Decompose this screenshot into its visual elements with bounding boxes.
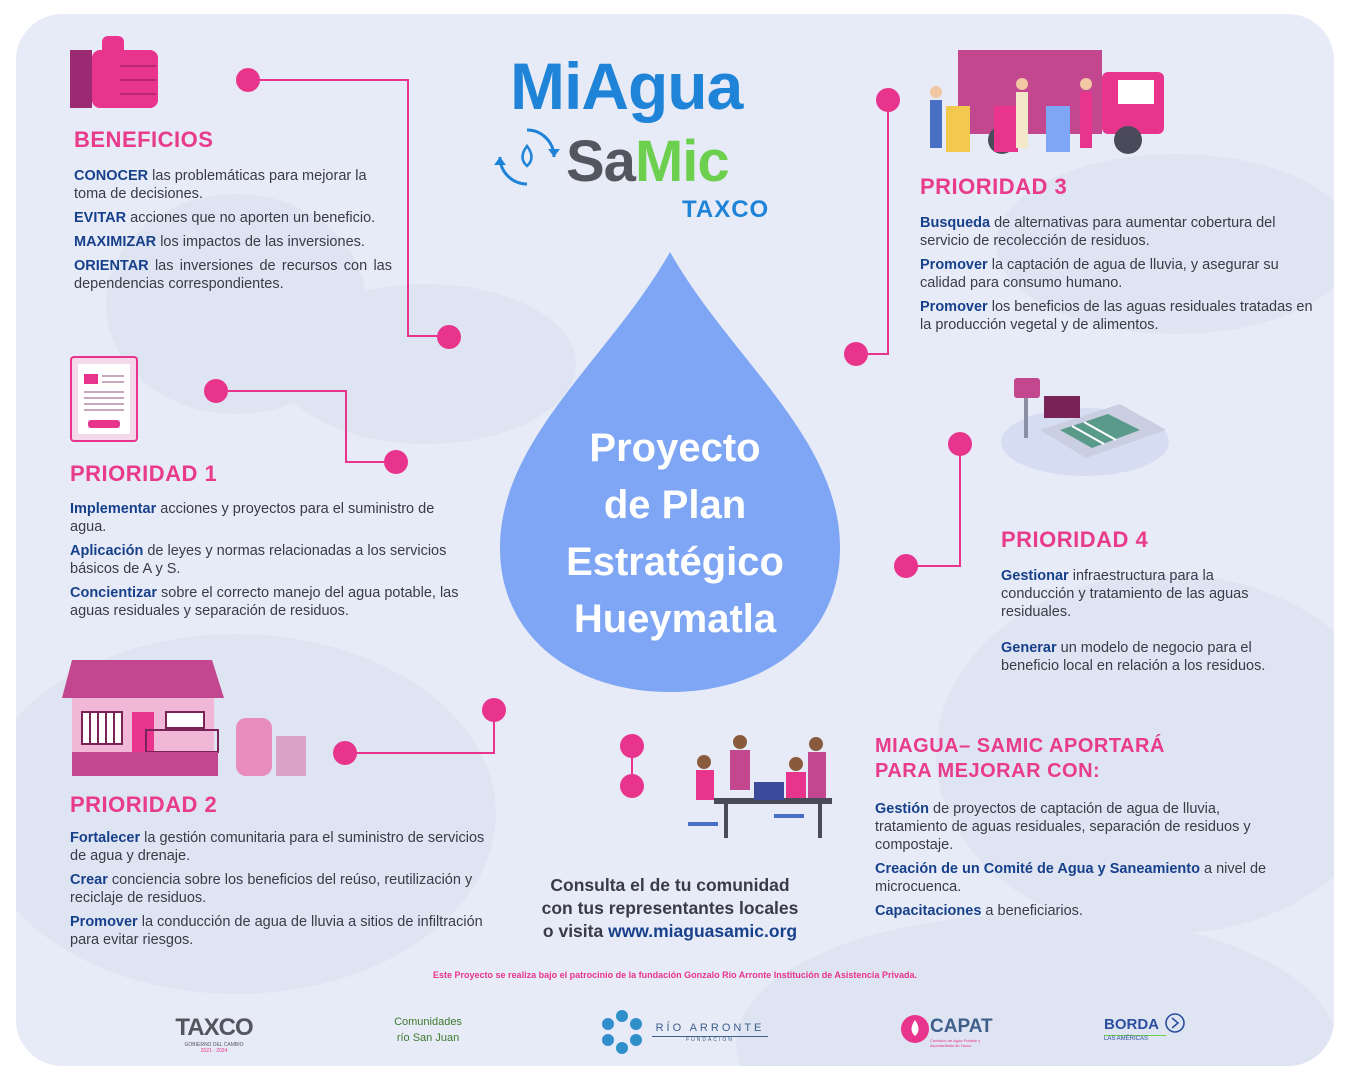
- borda-emblem-icon: [1164, 1012, 1186, 1034]
- item-text: acciones y proyectos para el suministro de agua.: [70, 501, 435, 535]
- connector-dot: [620, 774, 644, 798]
- aporta-list: [875, 800, 1280, 926]
- list-item: [1001, 639, 1271, 675]
- aporta-title-line: PARA MEJORAR CON:: [875, 760, 1101, 782]
- item-text: de alternativas para aumentar cobertura del servicio de recolección de residuos.: [920, 215, 1276, 249]
- connector-dot: [204, 379, 228, 403]
- item-text: la gestión comunitaria para el suministro de servicios de agua y drenaje.: [70, 830, 485, 864]
- list-item: [70, 871, 502, 907]
- prioridad1-list: [70, 500, 460, 626]
- project-title-line: Estratégico: [566, 540, 784, 584]
- item-text: infraestructura para la conducción y tratamiento de las aguas residuales.: [1001, 568, 1249, 620]
- list-item: [70, 829, 502, 865]
- project-title-line: Hueymatla: [573, 597, 777, 641]
- keyword: CONOCER: [74, 168, 149, 184]
- keyword: Concientizar: [70, 585, 158, 601]
- item-text: acciones que no aporten un beneficio.: [126, 210, 376, 226]
- connector-dot: [236, 68, 260, 92]
- taxco-logo-sub: GOBIERNO DEL CAMBIO: [184, 1042, 244, 1048]
- consulta-line: [500, 920, 840, 943]
- list-item: [875, 902, 1280, 920]
- item-text: conciencia sobre los beneficios del reúso, reutilización y reciclaje de residuos.: [70, 872, 473, 906]
- connector-dot: [384, 450, 408, 474]
- beneficios-list: [74, 167, 392, 299]
- item-text: las problemáticas para mejorar la toma de decisiones.: [74, 168, 367, 202]
- website-link[interactable]: www.miaguasamic.org: [608, 921, 798, 941]
- item-text: los beneficios de las aguas residuales tratadas en la producción vegetal y de alimentos.: [920, 299, 1313, 333]
- taxco-logo-years: 2021 - 2024: [200, 1048, 228, 1054]
- comunidades-line: río San Juan: [396, 1032, 460, 1044]
- item-text: la captación de agua de lluvia, y asegurar su calidad para consumo humano.: [920, 257, 1279, 291]
- connector-dot: [876, 88, 900, 112]
- team-meeting-illustration: [684, 734, 854, 838]
- keyword: ORIENTAR: [74, 258, 149, 274]
- prioridad3-title: PRIORIDAD 3: [920, 174, 1068, 199]
- comunidades-line: Comunidades: [394, 1016, 462, 1028]
- keyword: MAXIMIZAR: [74, 234, 157, 250]
- borda-text: BORDA: [1104, 1016, 1159, 1033]
- garbage-truck-illustration: [922, 44, 1174, 160]
- list-item: [74, 209, 392, 227]
- keyword: Generar: [1001, 640, 1057, 656]
- consulta-line: con tus representantes locales: [541, 898, 799, 918]
- consulta-text: [500, 874, 840, 943]
- list-item: [70, 913, 502, 949]
- list-item: [70, 584, 460, 620]
- keyword: Implementar: [70, 501, 157, 517]
- prioridad4-list: [1001, 567, 1271, 681]
- logo-taxco: TAXCO: [682, 196, 770, 223]
- beneficios-title: BENEFICIOS: [74, 127, 214, 152]
- prioridad2-list: [70, 829, 502, 955]
- connector-dot: [894, 554, 918, 578]
- consulta-line: Consulta el de tu comunidad: [550, 875, 790, 895]
- list-item: [1001, 567, 1271, 621]
- keyword: Fortalecer: [70, 830, 141, 846]
- keyword: Gestionar: [1001, 568, 1069, 584]
- connector-dot: [620, 734, 644, 758]
- list-item: [70, 542, 460, 578]
- list-item: [920, 256, 1315, 292]
- keyword: Aplicación: [70, 543, 144, 559]
- keyword: Promover: [920, 299, 988, 315]
- logo-miagua: MiAgua: [510, 49, 743, 123]
- capat-text: CAPAT: [930, 1016, 993, 1037]
- taxco-logo: [168, 1014, 260, 1054]
- treatment-plant-illustration: [1000, 370, 1170, 478]
- borda-sub: LAS AMÉRICAS: [1104, 1035, 1166, 1042]
- list-item: [70, 500, 460, 536]
- connector-dot: [948, 432, 972, 456]
- keyword: Gestión: [875, 801, 929, 817]
- borda-logo: [1104, 1016, 1166, 1042]
- list-item: [875, 800, 1280, 854]
- house-illustration: [62, 660, 312, 778]
- item-text: a nivel de microcuenca.: [875, 861, 1267, 895]
- sponsor-note: Este Proyecto se realiza bajo el patrocinio de la fundación Gonzalo Río Arronte Institución de Asistencia Privada.: [433, 970, 917, 980]
- water-cycle-icon: [494, 124, 560, 190]
- keyword: Promover: [70, 914, 138, 930]
- project-title: [500, 420, 850, 648]
- item-text: sobre el correcto manejo del agua potable, las aguas residuales y separación de residuos.: [70, 585, 459, 619]
- list-item: [920, 214, 1315, 250]
- item-text: de leyes y normas relacionadas a los servicios básicos de A y S.: [70, 543, 447, 577]
- capat-logo: [930, 1016, 993, 1048]
- item-text: las inversiones de recursos con las dependencias correspondientes.: [74, 258, 392, 292]
- capat-sub: Comisión de Agua Potable y Alcantarillado de Taxco: [930, 1038, 981, 1048]
- item-text: a beneficiarios.: [981, 903, 1083, 919]
- item-text: la conducción de agua de lluvia a sitios de infiltración para evitar riesgos.: [70, 914, 483, 948]
- project-title-line: de Plan: [603, 483, 747, 527]
- logo-mic-text: Mic: [634, 129, 729, 194]
- keyword: Creación de un Comité de Agua y Saneamiento: [875, 861, 1200, 877]
- rio-arronte-emblem-icon: [600, 1010, 644, 1054]
- consulta-visit-text: o visita: [542, 921, 609, 941]
- item-text: los impactos de las inversiones.: [156, 234, 365, 250]
- comunidades-logo: [380, 1014, 476, 1046]
- keyword: Crear: [70, 872, 108, 888]
- keyword: Capacitaciones: [875, 903, 982, 919]
- connector-dot: [437, 325, 461, 349]
- document-icon: [70, 356, 138, 442]
- connector-dot: [333, 741, 357, 765]
- aporta-title: [875, 734, 1165, 784]
- prioridad4-title: PRIORIDAD 4: [1001, 527, 1149, 552]
- thumbs-up-icon: [70, 36, 166, 110]
- connector-dot: [482, 698, 506, 722]
- prioridad3-list: [920, 214, 1315, 340]
- item-text: de proyectos de captación de agua de lluvia, tratamiento de aguas residuales, separación de residuos y compostaje.: [875, 801, 1251, 853]
- logo-samic: [566, 128, 729, 195]
- prioridad2-title: PRIORIDAD 2: [70, 792, 218, 817]
- list-item: [74, 233, 392, 251]
- keyword: EVITAR: [74, 210, 127, 226]
- aporta-title-line: MIAGUA– SAMIC APORTARÁ: [875, 735, 1165, 757]
- capat-drop-icon: [900, 1014, 930, 1044]
- rio-arronte-text: RÍO ARRONTE: [655, 1022, 765, 1034]
- prioridad1-title: PRIORIDAD 1: [70, 461, 218, 486]
- taxco-logo-text: TAXCO: [175, 1014, 253, 1041]
- keyword: Promover: [920, 257, 988, 273]
- logo-sa-text: Sa: [566, 129, 635, 194]
- rio-arronte-sub: FUNDACIÓN: [652, 1036, 768, 1043]
- list-item: [875, 860, 1280, 896]
- list-item: [74, 257, 392, 293]
- list-item: [920, 298, 1315, 334]
- rio-arronte-logo: [652, 1022, 768, 1043]
- keyword: Busqueda: [920, 215, 991, 231]
- project-title-line: Proyecto: [589, 426, 761, 470]
- list-item: [74, 167, 392, 203]
- item-text: un modelo de negocio para el beneficio local en relación a los residuos.: [1001, 640, 1266, 674]
